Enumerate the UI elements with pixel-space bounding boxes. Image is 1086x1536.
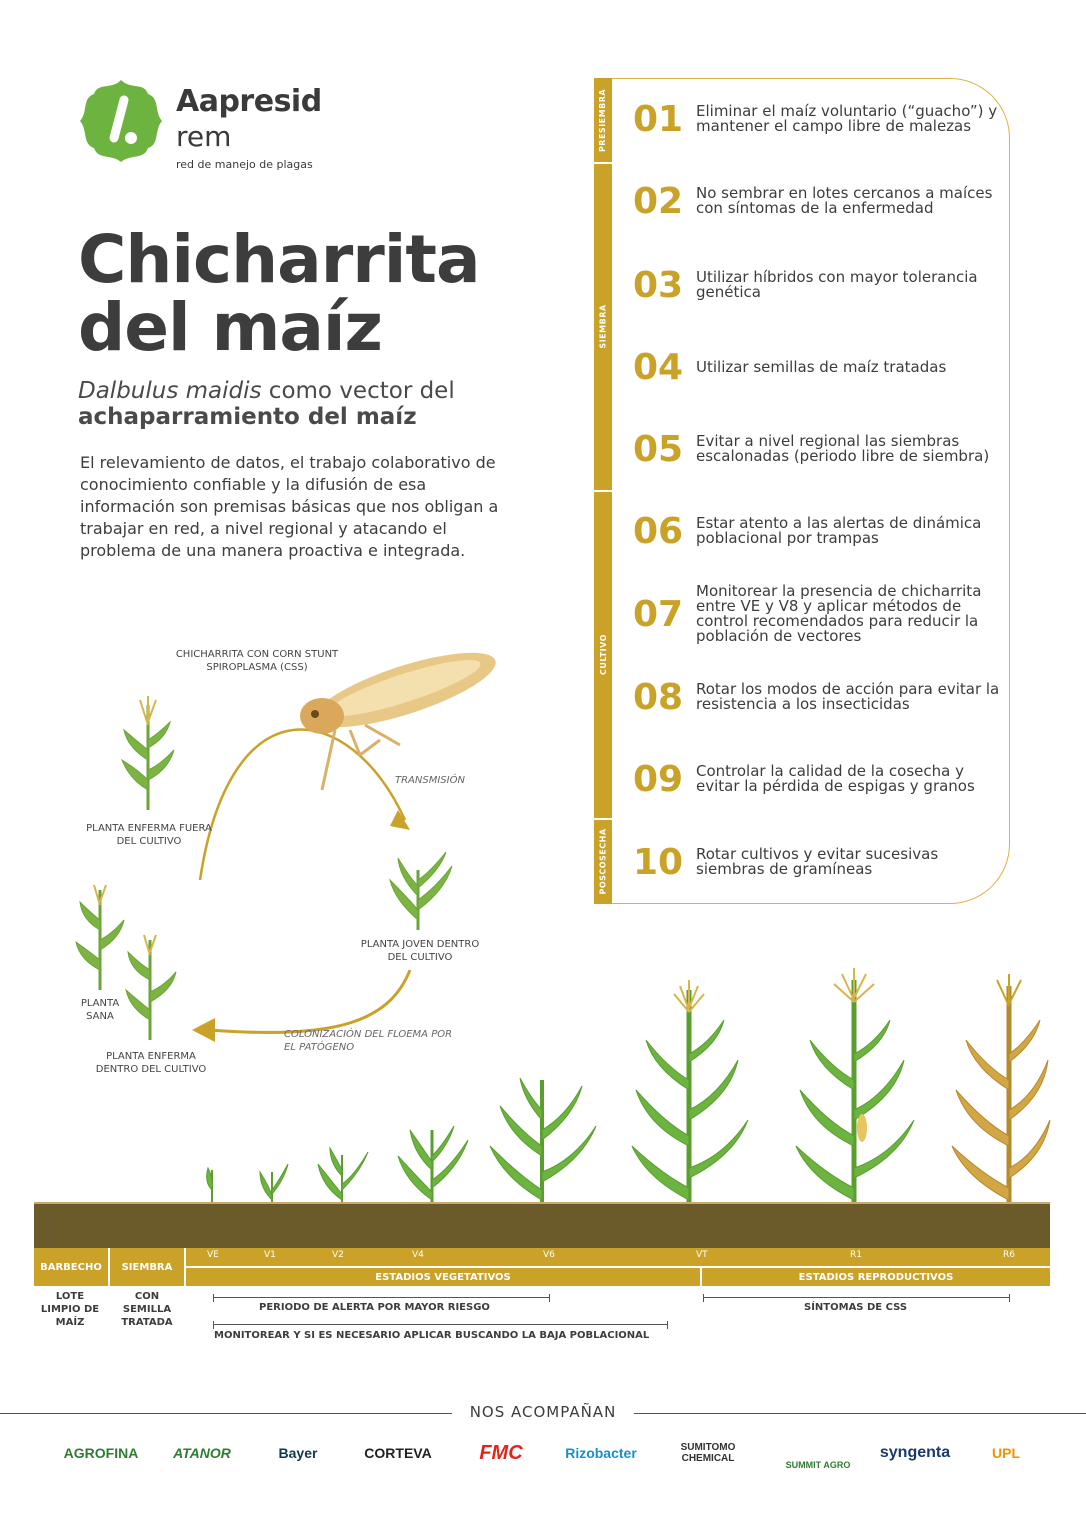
recommendation-07 [620, 574, 1000, 654]
plant-vt-icon [632, 980, 748, 1220]
recommendation-text: Estar atento a las alertas de dinámica poblacional por trampas [696, 514, 982, 547]
recommendation-03 [620, 262, 1000, 308]
recommendation-text: Monitorear la presencia de chicharrita entre VE y V8 y aplicar métodos de control recomendados para reducir la población de vectores [696, 582, 982, 645]
recommendation-text: Utilizar semillas de maíz tratadas [696, 357, 947, 376]
sponsors-title: NOS ACOMPAÑAN [469, 1403, 617, 1421]
sponsor-upl-logo: UPL [992, 1445, 1020, 1461]
sponsor-rizobacter-logo: Rizobacter [565, 1445, 637, 1461]
recommendation-text: Rotar cultivos y evitar sucesivas siembras de gramíneas [696, 845, 939, 878]
tick-v6: V6 [543, 1250, 555, 1260]
recommendation-09 [620, 754, 1000, 804]
symptoms-range [703, 1294, 1010, 1302]
logo-subtitle: red de manejo de plagas [176, 158, 313, 171]
stage-label-cultivo: CULTIVO [598, 633, 608, 675]
alert-period-range [213, 1294, 550, 1302]
aapresid-leaf-icon [76, 76, 166, 166]
recommendation-number: 08 [632, 676, 684, 718]
recommendation-04 [620, 346, 1000, 388]
sick-plant-outside-icon [122, 696, 174, 810]
sponsor-summit-agro-logo: SUMMIT AGRO [785, 1460, 851, 1470]
subtitle-bold: achaparramiento del maíz [78, 404, 417, 430]
label-sick-outside: PLANTA ENFERMA FUERA DEL CULTIVO [86, 823, 212, 847]
label-monitor: MONITOREAR Y SI ES NECESARIO APLICAR BUSCANDO LA BAJA POBLACIONAL [214, 1330, 650, 1341]
sponsor-fmc-logo: FMC [479, 1441, 523, 1464]
page-subtitle [78, 378, 548, 430]
page-title [78, 221, 558, 366]
recommendation-08 [620, 672, 1000, 722]
intro-paragraph: El relevamiento de datos, el trabajo colaborativo de conocimiento confiable y la difusión de esa información son premisas básicas que nos obligan a trabajar en red, a nivel regional y atacando el problema de una manera proactiva e integrada. [80, 453, 499, 560]
tick-vt: VT [696, 1250, 708, 1260]
label-healthy: PLANTA SANA [80, 998, 120, 1022]
label-symptoms: SÍNTOMAS DE CSS [804, 1302, 908, 1313]
label-lote-limpio: LOTE LIMPIO DE MAÍZ [40, 1291, 100, 1328]
tick-r6: R6 [1003, 1250, 1015, 1260]
label-young-inside: PLANTA JOVEN DENTRO DEL CULTIVO [360, 939, 480, 963]
sponsor-corteva-logo: CORTEVA [364, 1445, 432, 1461]
recommendation-number: 02 [632, 180, 684, 222]
tick-v2: V2 [332, 1250, 344, 1260]
scientific-name: Dalbulus maidis [78, 378, 262, 404]
recommendation-text: Utilizar híbridos con mayor tolerancia genética [696, 268, 978, 301]
sponsor-bayer-logo: Bayer [278, 1445, 318, 1461]
plant-r1-icon [796, 968, 914, 1220]
tick-v4: V4 [412, 1250, 424, 1260]
tick-ve: VE [207, 1250, 219, 1260]
stage-label-presiembra: PRESIEMBRA [598, 88, 608, 152]
label-colonization: COLONIZACIÓN DEL FLOEMA POR EL PATÓGENO [284, 1029, 453, 1053]
young-plant-inside-icon [390, 852, 452, 930]
recommendation-text: No sembrar en lotes cercanos a maíces con síntomas de la enfermedad [696, 184, 993, 217]
plant-r6-icon [952, 974, 1050, 1220]
recommendation-06 [620, 506, 1000, 556]
recommendation-number: 10 [632, 841, 684, 883]
stage-siembra: SIEMBRA [110, 1248, 184, 1286]
stage-reproductive: ESTADIOS REPRODUCTIVOS [702, 1268, 1050, 1286]
soil-band [34, 1204, 1050, 1248]
sponsor-sumitomo-logo: SUMITOMO CHEMICAL [680, 1442, 736, 1464]
stage-label-poscosecha: POSCOSECHA [598, 827, 608, 895]
stage-ticks-bar [186, 1248, 1050, 1266]
recommendation-number: 09 [632, 758, 684, 800]
title-line-2: del maíz [78, 289, 382, 366]
subtitle-rest: como vector del [261, 378, 455, 404]
recommendation-05 [620, 424, 1000, 474]
recommendation-text: Controlar la calidad de la cosecha y evitar la pérdida de espigas y granos [696, 762, 975, 795]
recommendation-number: 05 [632, 428, 684, 470]
recommendation-01 [620, 94, 1000, 144]
sponsor-syngenta-logo: syngenta [879, 1444, 951, 1461]
label-sick-inside: PLANTA ENFERMA DENTRO DEL CULTIVO [95, 1051, 207, 1075]
label-insect: CHICHARRITA CON CORN STUNT SPIROPLASMA (CSS) [175, 649, 339, 673]
recommendation-02 [620, 176, 1000, 226]
sponsor-agrofina-logo: AGROFINA [63, 1445, 139, 1461]
tick-v1: V1 [264, 1250, 276, 1260]
label-semilla-tratada: CON SEMILLA TRATADA [121, 1291, 173, 1328]
recommendation-number: 07 [632, 593, 684, 635]
transmission-arrow [200, 730, 405, 880]
sponsor-atanor-logo: ATANOR [173, 1445, 231, 1461]
stage-vegetative: ESTADIOS VEGETATIVOS [186, 1268, 700, 1286]
title-line-1: Chicharrita [78, 221, 480, 298]
logo-product: rem [176, 120, 232, 153]
recommendation-number: 03 [632, 264, 684, 306]
label-alert-period: PERIODO DE ALERTA POR MAYOR RIESGO [259, 1302, 490, 1313]
recommendation-number: 01 [632, 98, 684, 140]
aapresid-logo [76, 74, 376, 184]
recommendation-number: 04 [632, 346, 684, 388]
recommendation-number: 06 [632, 510, 684, 552]
stage-barbecho: BARBECHO [34, 1248, 108, 1286]
stage-label-siembra: SIEMBRA [598, 303, 608, 349]
recommendation-text: Evitar a nivel regional las siembras escalonadas (periodo libre de siembra) [696, 432, 990, 465]
recommendation-10 [620, 840, 1000, 884]
logo-name: Aapresid [176, 84, 322, 119]
recommendation-text: Eliminar el maíz voluntario (“guacho”) y mantener el campo libre de malezas [696, 102, 998, 135]
recommendation-text: Rotar los modos de acción para evitar la resistencia a los insecticidas [696, 680, 1000, 713]
tick-r1: R1 [850, 1250, 862, 1260]
monitor-range [213, 1321, 668, 1329]
plant-v6-icon [490, 1078, 596, 1220]
label-transmission: TRANSMISIÓN [395, 775, 465, 786]
